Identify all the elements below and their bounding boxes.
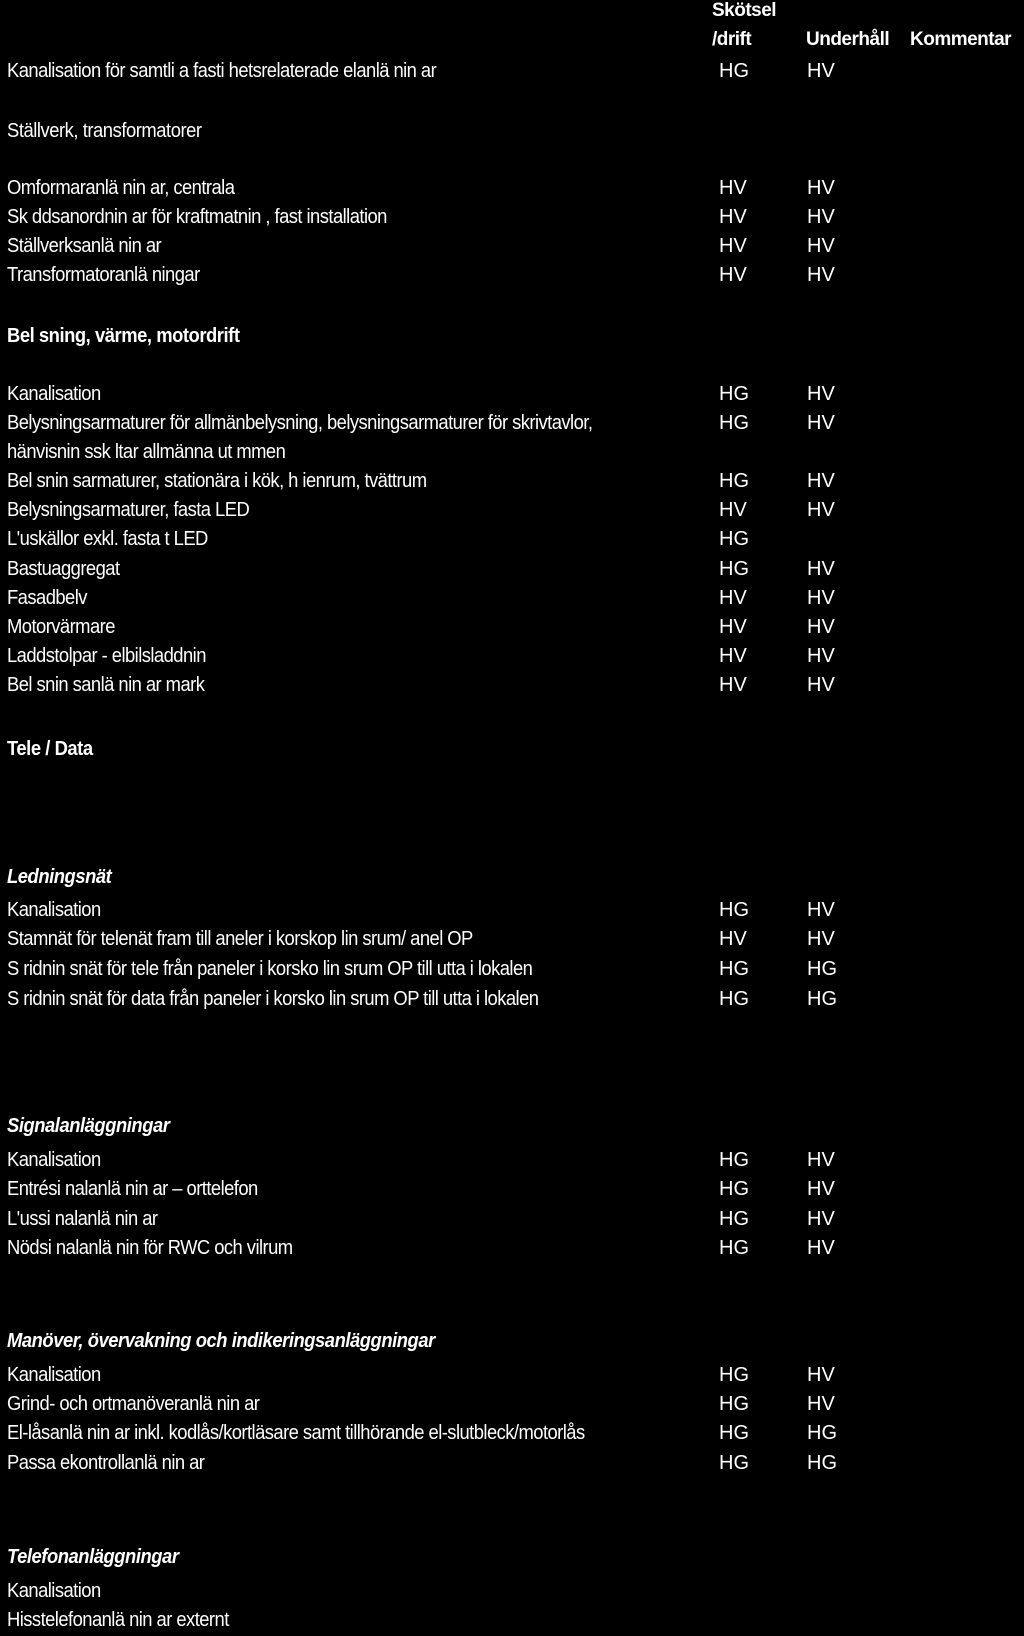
- row-label: Sk ddsanordnin ar för kraftmatnin , fast installation: [7, 206, 387, 228]
- table-row: [7, 958, 1017, 985]
- table-row: [7, 412, 1017, 439]
- row-label: Transformatoranlä ningar: [7, 264, 200, 286]
- section-heading-tele-data: Tele / Data: [7, 738, 93, 760]
- table-row: [7, 928, 1017, 955]
- table-row: [7, 1422, 1017, 1449]
- underhall-value: HV: [807, 1237, 835, 1259]
- skotsel-value: HG: [719, 899, 749, 921]
- row-label: Belysningsarmaturer för allmänbelysning, belysningsarmaturer för skrivtavlor,: [7, 412, 593, 434]
- underhall-value: HV: [807, 1178, 835, 1200]
- row-label: Belysningsarmaturer, fasta LED: [7, 499, 250, 521]
- row-label: Ställverksanlä nin ar: [7, 235, 162, 257]
- table-row: [7, 558, 1017, 585]
- row-label: Bastuaggregat: [7, 558, 120, 580]
- row-label: Kanalisation: [7, 1580, 101, 1602]
- row-label: Passa ekontrollanlä nin ar: [7, 1452, 205, 1474]
- underhall-value: HV: [807, 1149, 835, 1171]
- underhall-value: HV: [807, 899, 835, 921]
- underhall-value: HV: [807, 928, 835, 950]
- row-label: Motorvärmare: [7, 616, 115, 638]
- table-row: [7, 616, 1017, 643]
- skotsel-value: HV: [719, 499, 747, 521]
- section-heading-manover: Manöver, övervakning och indikeringsanläggningar: [7, 1330, 435, 1352]
- underhall-value: HV: [807, 616, 835, 638]
- skotsel-value: HV: [719, 587, 747, 609]
- skotsel-value: HG: [719, 1149, 749, 1171]
- row-label: Bel snin sanlä nin ar mark: [7, 674, 205, 696]
- underhall-value: HV: [807, 383, 835, 405]
- table-row: [7, 235, 1017, 262]
- table-row: [7, 60, 1017, 87]
- row-label: Fasadbelv: [7, 587, 87, 609]
- skotsel-value: HG: [719, 958, 749, 980]
- skotsel-value: HV: [719, 206, 747, 228]
- table-row: [7, 264, 1017, 291]
- underhall-value: HV: [807, 60, 835, 82]
- table-row: [7, 1452, 1017, 1479]
- table-row: [7, 177, 1017, 204]
- underhall-value: HV: [807, 499, 835, 521]
- underhall-value: HG: [807, 1422, 837, 1444]
- table-row: [7, 383, 1017, 410]
- table-row: [7, 1149, 1017, 1176]
- skotsel-value: HG: [719, 470, 749, 492]
- underhall-value: HV: [807, 206, 835, 228]
- skotsel-value: HG: [719, 412, 749, 434]
- column-header-kommentar: Kommentar: [910, 29, 1012, 50]
- row-label: Bel snin sarmaturer, stationära i kök, h ienrum, tvättrum: [7, 470, 427, 492]
- underhall-value: HV: [807, 674, 835, 696]
- underhall-value: HG: [807, 958, 837, 980]
- skotsel-value: HV: [719, 235, 747, 257]
- section-heading-ledningsnat: Ledningsnät: [7, 866, 112, 888]
- row-label: Kanalisation: [7, 899, 101, 921]
- table-row: [7, 1237, 1017, 1264]
- table-row: [7, 1178, 1017, 1205]
- skotsel-value: HG: [719, 1422, 749, 1444]
- section-heading-belysning: Bel sning, värme, motordrift: [7, 325, 240, 347]
- skotsel-value: HV: [719, 616, 747, 638]
- table-row: [7, 1208, 1017, 1235]
- row-label: hänvisnin ssk ltar allmänna ut mmen: [7, 441, 286, 463]
- table-row: [7, 1364, 1017, 1391]
- table-row: [7, 1580, 1017, 1607]
- skotsel-value: HG: [719, 1393, 749, 1415]
- skotsel-value: HG: [719, 988, 749, 1010]
- skotsel-value: HG: [719, 383, 749, 405]
- row-label: Kanalisation för samtli a fasti hetsrelaterade elanlä nin ar: [7, 60, 437, 82]
- table-row: [7, 499, 1017, 526]
- skotsel-value: HV: [719, 645, 747, 667]
- section-heading-telefonanlaggningar: Telefonanläggningar: [7, 1546, 179, 1568]
- table-row: [7, 528, 1017, 555]
- column-header-skotsel: Skötsel: [712, 0, 777, 21]
- section-heading-signalanlaggningar: Signalanläggningar: [7, 1115, 170, 1137]
- table-row: [7, 470, 1017, 497]
- underhall-value: HV: [807, 264, 835, 286]
- underhall-value: HV: [807, 645, 835, 667]
- skotsel-value: HG: [719, 1208, 749, 1230]
- row-label: L'ussi nalanlä nin ar: [7, 1208, 158, 1230]
- underhall-value: HV: [807, 1393, 835, 1415]
- underhall-value: HG: [807, 988, 837, 1010]
- underhall-value: HV: [807, 558, 835, 580]
- skotsel-value: HV: [719, 264, 747, 286]
- underhall-value: HV: [807, 412, 835, 434]
- skotsel-value: HG: [719, 1178, 749, 1200]
- skotsel-value: HV: [719, 674, 747, 696]
- row-label: Stamnät för telenät fram till aneler i korskop lin srum/ anel OP: [7, 928, 473, 950]
- underhall-value: HV: [807, 587, 835, 609]
- underhall-value: HV: [807, 1364, 835, 1386]
- table-row: [7, 1609, 1017, 1636]
- table-row: [7, 899, 1017, 926]
- underhall-value: HV: [807, 235, 835, 257]
- table-row: [7, 1393, 1017, 1420]
- table-row: [7, 587, 1017, 614]
- row-label: Grind- och ortmanöveranlä nin ar: [7, 1393, 260, 1415]
- underhall-value: HV: [807, 1208, 835, 1230]
- skotsel-value: HG: [719, 558, 749, 580]
- row-label: Omformaranlä nin ar, centrala: [7, 177, 235, 199]
- row-label: S ridnin snät för data från paneler i korsko lin srum OP till utta i lokalen: [7, 988, 539, 1010]
- row-label: L'uskällor exkl. fasta t LED: [7, 528, 208, 550]
- row-label: Nödsi nalanlä nin för RWC och vilrum: [7, 1237, 293, 1259]
- underhall-value: HG: [807, 1452, 837, 1474]
- row-label: S ridnin snät för tele från paneler i korsko lin srum OP till utta i lokalen: [7, 958, 533, 980]
- row-label: Kanalisation: [7, 1149, 101, 1171]
- row-label: El-låsanlä nin ar inkl. kodlås/kortläsare samt tillhörande el-slutbleck/motorlås: [7, 1422, 585, 1444]
- section-heading-stallverk: Ställverk, transformatorer: [7, 120, 202, 142]
- table-row: [7, 988, 1017, 1015]
- skotsel-value: HG: [719, 60, 749, 82]
- underhall-value: HV: [807, 470, 835, 492]
- table-row: [7, 206, 1017, 233]
- row-label: Hisstelefonanlä nin ar externt: [7, 1609, 229, 1631]
- row-label: Kanalisation: [7, 1364, 101, 1386]
- skotsel-value: HG: [719, 1364, 749, 1386]
- row-label: Entrési nalanlä nin ar – orttelefon: [7, 1178, 258, 1200]
- skotsel-value: HG: [719, 1237, 749, 1259]
- skotsel-value: HV: [719, 928, 747, 950]
- row-label: Kanalisation: [7, 383, 101, 405]
- table-row-continuation: [7, 441, 1017, 468]
- skotsel-value: HG: [719, 528, 749, 550]
- underhall-value: HV: [807, 177, 835, 199]
- column-header-drift: /drift: [712, 29, 752, 50]
- table-row: [7, 645, 1017, 672]
- skotsel-value: HG: [719, 1452, 749, 1474]
- table-row: [7, 674, 1017, 701]
- row-label: Laddstolpar - elbilsladdnin: [7, 645, 206, 667]
- column-header-underhall: Underhåll: [806, 29, 890, 50]
- skotsel-value: HV: [719, 177, 747, 199]
